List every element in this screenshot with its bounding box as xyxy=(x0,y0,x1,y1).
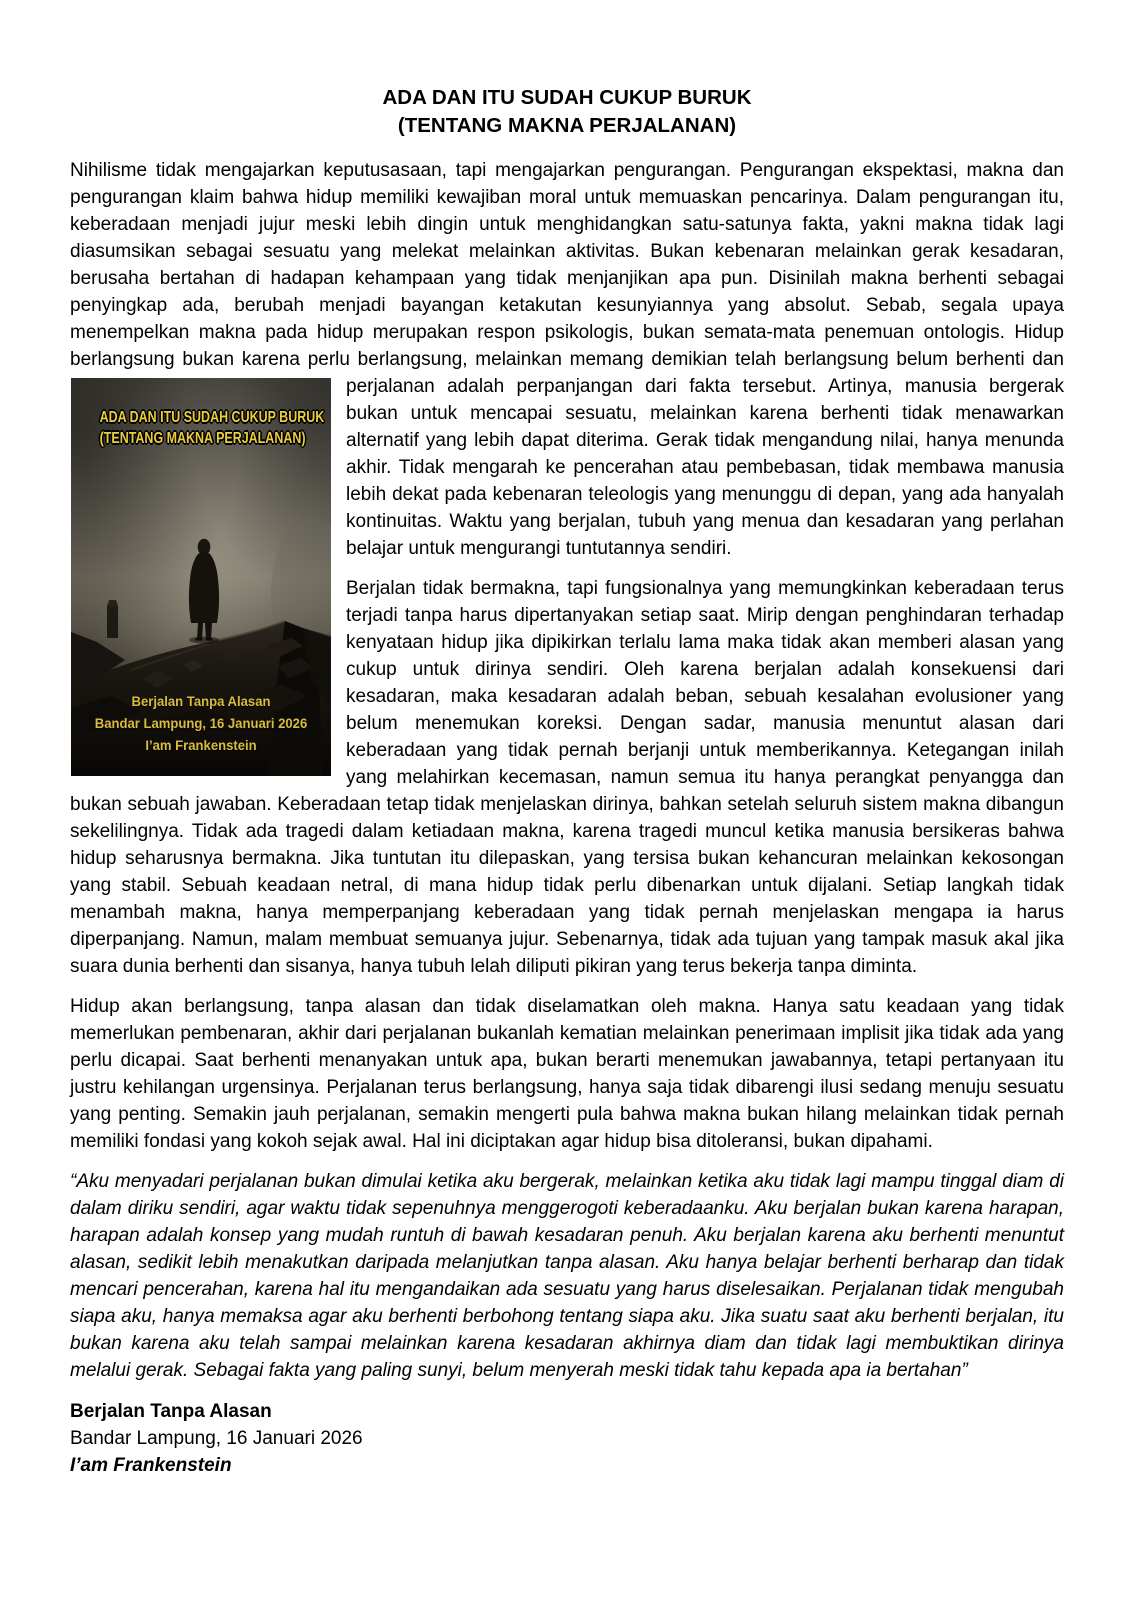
paragraph-berjalan: Berjalan tidak bermakna, tapi fungsionalnya yang memungkinkan keberadaan terus terjadi tanpa harus dipertanyakan setiap saat. Mirip dengan penghindaran terhadap kenyataan hidup jika dipikirkan terlalu lama maka tidak akan memberi alasan yang cukup untuk dirinya sendiri. Oleh karena berjalan adalah konsekuensi dari kesadaran, maka kesadaran adalah beban, sebuah kesalahan evolusioner yang belum menemukan koreksi. Dengan sadar, manusia menuntut alasan dari keberadaan yang tidak pernah berjanji untuk memberikannya. Ketegangan inilah yang melahirkan kecemasan, namun semua itu hanya perangkat penyangga dan bukan sebuah jawaban. Keberadaan tetap tidak menjelaskan dirinya, bahkan setelah seluruh sistem makna dibangun sekelilingnya. Tidak ada tragedi dalam ketiadaan makna, karena tragedi muncul ketika manusia bersikeras bahwa hidup seharusnya bermakna. Jika tuntutan itu dilepaskan, yang tersisa bukan kehancuran melainkan kekosongan yang stabil. Sebuah keadaan netral, di mana hidup tidak perlu dibenarkan untuk dijalani. Setiap langkah tidak menambah makna, hanya memperpanjang keberadaan yang tidak pernah menjelaskan mengapa ia harus diperpanjang. Namun, malam membuat semuanya jujur. Sebenarnya, tidak ada tujuan yang tampak masuk akal jika suara dunia berhenti dan sisanya, hanya tubuh lelah diliputi pikiran yang terus bekerja tanpa diminta. xyxy=(70,578,1064,977)
signature-author: I’am Frankenstein xyxy=(70,1455,232,1476)
signature-place-date: Bandar Lampung, 16 Januari 2026 xyxy=(70,1428,363,1449)
poster-credit-line3: I’am Frankenstein xyxy=(145,738,257,753)
closing-quote: “Aku menyadari perjalanan bukan dimulai ketika aku bergerak, melainkan ketika aku tidak lagi mampu tinggal diam di dalam diriku sendiri, agar waktu tidak sepenuhnya menggerogoti keberadaanku. Aku berjalan bukan karena harapan, harapan adalah konsep yang mudah runtuh di bawah kesadaran penuh. Aku berjalan karena aku berhenti menuntut alasan, sedikit lebih menakutkan daripada melanjutkan tanpa alasan. Aku hanya belajar berhenti berharap dan tidak mencari pencerahan, karena hal itu mengandaikan ada sesuatu yang harus diselesaikan. Perjalanan tidak mengubah siapa aku, hanya memaksa agar aku berhenti berbohong tentang siapa aku. Jika suatu saat aku berhenti berjalan, itu bukan karena aku telah sampai melainkan karena kesadaran akhirnya diam dan tidak lagi membuktikan dirinya melalui gerak. Sebagai fakta yang paling sunyi, belum menyerah meski tidak tahu kepada apa ia bertahan” xyxy=(70,1171,1064,1381)
poster-credits xyxy=(71,691,331,757)
paragraph-opening-part2: perjalanan adalah perpanjangan dari fakta tersebut. Artinya, manusia bergerak bukan untuk mencapai sesuatu, melainkan karena berhenti tidak menawarkan alternatif yang lebih dapat diterima. Gerak tidak mengandung nilai, hanya menunda akhir. Tidak mengarah ke pencerahan atau pembebasan, tidak membawa manusia lebih dekat pada kebenaran teleologis yang menunggu di depan, yang ada hanyalah kontinuitas. Waktu yang berjalan, tubuh yang menua dan kesadaran yang perlahan belajar untuk mengurangi tuntutannya sendiri. xyxy=(346,376,1064,559)
document-title xyxy=(70,84,1064,140)
paragraph-opening xyxy=(70,157,1064,753)
poster-title-line2: (TENTANG MAKNA PERJALANAN) xyxy=(99,430,306,447)
poster-title xyxy=(71,407,331,449)
signature-block xyxy=(70,1398,1064,1479)
document-title-line2: (TENTANG MAKNA PERJALANAN) xyxy=(397,114,737,137)
poster-image xyxy=(71,378,331,776)
paragraph-hidup: Hidup akan berlangsung, tanpa alasan dan tidak diselamatkan oleh makna. Hanya satu keadaan yang tidak memerlukan pembenaran, akhir dari perjalanan bukanlah kematian melainkan penerimaan implisit jika tidak ada yang perlu dicapai. Saat berhenti menanyakan untuk apa, bukan berarti menemukan jawabannya, tetapi pertanyaan itu justru kehilangan urgensinya. Perjalanan terus berlangsung, hanya saja tidak dibarengi ilusi sedang menuju sesuatu yang penting. Semakin jauh perjalanan, semakin mengerti pula bahwa makna bukan hilang melainkan tidak pernah memiliki fondasi yang kokoh sejak awal. Hal ini diciptakan agar hidup bisa ditoleransi, bukan dipahami. xyxy=(70,996,1064,1152)
paragraph-opening-part1: Nihilisme tidak mengajarkan keputusasaan, tapi mengajarkan pengurangan. Pengurangan ekspektasi, makna dan pengurangan klaim bahwa hidup memiliki kewajiban moral untuk memuaskan pencarinya. Dalam pengurangan itu, keberadaan menjadi jujur meski lebih dingin untuk menghidangkan satu-satunya fakta, yakni makna tidak lagi diasumsikan sebagai sesuatu yang melekat melainkan aktivitas. Bukan kebenaran melainkan gerak kesadaran, berusaha bertahan di hadapan kehampaan yang tidak menjanjikan apa pun. Disinilah makna berhenti sebagai penyingkap ada, berubah menjadi bayangan ketakutan kesunyiannya yang absolut. Sebab, segala upaya menempelkan makna pada hidup merupakan respon psikologis, bukan semata-mata penemuan ontologis. Hidup berlangsung bukan karena perlu berlangsung, melainkan memang demikian telah berlangsung belum berhenti dan xyxy=(70,160,1064,370)
poster-credit-line1: Berjalan Tanpa Alasan xyxy=(131,694,271,709)
poster-title-line1: ADA DAN ITU SUDAH CUKUP BURUK xyxy=(99,409,325,426)
poster-credit-line2: Bandar Lampung, 16 Januari 2026 xyxy=(94,716,308,731)
article-body xyxy=(70,157,1064,1479)
document-title-line1: ADA DAN ITU SUDAH CUKUP BURUK xyxy=(382,86,752,109)
signature-title: Berjalan Tanpa Alasan xyxy=(70,1401,272,1422)
